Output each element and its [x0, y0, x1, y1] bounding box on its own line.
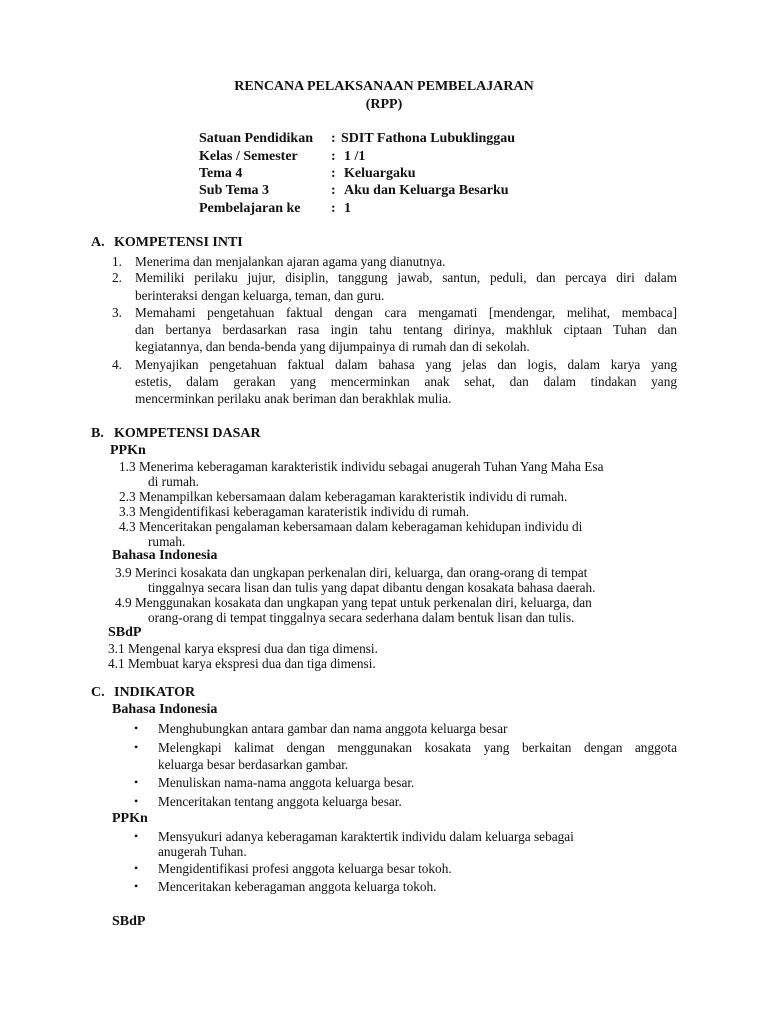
- bullet-dot-icon: •: [134, 829, 139, 843]
- indicator-line: keluarga besar berdasarkan gambar.: [158, 757, 349, 772]
- kd-line: 4.9 Menggunakan kosakata dan ungkapan yang tepat untuk perkenalan diri, keluarga, dan: [115, 595, 592, 610]
- kd-line: 3.1 Mengenal karya ekspresi dua dan tiga dimensi.: [108, 641, 378, 656]
- ind-subject-label-sbdp: SBdP: [112, 914, 146, 929]
- kd-line: rumah.: [148, 534, 186, 549]
- document-subtitle: (RPP): [365, 97, 403, 112]
- ki-line: estetis, dalam gerakan yang mencerminkan anak sehat, dan dalam tindakan yang: [135, 374, 677, 389]
- ki-number: 4.: [112, 357, 122, 372]
- kd-line: 4.3 Menceritakan pengalaman kebersamaan dalam keberagaman kehidupan individu di: [119, 519, 583, 534]
- identity-label-kelas: Kelas / Semester: [199, 149, 298, 164]
- ki-line: dan bertanya berdasarkan rasa ingin tahu tentang dirinya, makhluk ciptaan Tuhan dan: [135, 322, 677, 337]
- indicator-line: Mensyukuri adanya keberagaman karaktertik individu dalam keluarga sebagai: [158, 829, 574, 844]
- ki-number: 2.: [112, 270, 122, 285]
- section-c-marker: C.: [91, 685, 105, 700]
- ind-subject-label-bahasa: Bahasa Indonesia: [112, 702, 218, 717]
- document-title: RENCANA PELAKSANAAN PEMBELAJARAN: [234, 79, 534, 94]
- indicator-line: Mengidentifikasi profesi anggota keluarga besar tokoh.: [158, 861, 452, 876]
- identity-sep: :: [331, 201, 336, 216]
- ki-line: Memahami pengetahuan faktual dengan cara mengamati [mendengar, melihat, membaca]: [135, 305, 677, 320]
- kd-line: 3.3 Mengidentifikasi keberagaman karateristik individu di rumah.: [119, 504, 470, 519]
- bullet-dot-icon: •: [134, 794, 139, 808]
- ki-number: 1.: [112, 254, 122, 269]
- identity-value-subtema: Aku dan Keluarga Besarku: [344, 183, 509, 198]
- identity-label-tema: Tema 4: [199, 166, 243, 181]
- kd-subject-label-ppkn: PPKn: [110, 443, 146, 458]
- ki-line: Menyajikan pengetahuan faktual dalam bahasa yang jelas dan logis, dalam karya yang: [135, 357, 677, 372]
- bullet-dot-icon: •: [134, 879, 139, 893]
- kd-line: orang-orang di tempat tinggalnya secara sederhana dalam bentuk lisan dan tulis.: [148, 610, 575, 625]
- identity-label-satuan: Satuan Pendidikan: [199, 131, 313, 146]
- kd-line: di rumah.: [148, 474, 199, 489]
- identity-sep: :: [331, 149, 336, 164]
- kd-line: 2.3 Menampilkan kebersamaan dalam keberagaman karakteristik individu di rumah.: [119, 489, 568, 504]
- kd-line: 3.9 Merinci kosakata dan ungkapan perkenalan diri, keluarga, dan orang-orang di tempat: [115, 565, 588, 580]
- bullet-dot-icon: •: [134, 721, 139, 735]
- identity-label-subtema: Sub Tema 3: [199, 183, 270, 198]
- ki-line: Menerima dan menjalankan ajaran agama yang dianutnya.: [135, 254, 446, 269]
- indicator-line: Menuliskan nama-nama anggota keluarga besar.: [158, 775, 415, 790]
- ki-line: mencerminkan perilaku anak beriman dan berakhlak mulia.: [135, 391, 452, 406]
- identity-sep: :: [331, 166, 336, 181]
- bullet-dot-icon: •: [134, 775, 139, 789]
- identity-label-pembelajaran: Pembelajaran ke: [199, 201, 301, 216]
- indicator-line: anugerah Tuhan.: [158, 844, 247, 859]
- section-a-marker: A.: [91, 235, 105, 250]
- ki-line: Memiliki perilaku jujur, disiplin, tanggung jawab, santun, peduli, dan percaya diri dalam: [135, 270, 677, 285]
- identity-value-satuan: SDIT Fathona Lubuklinggau: [341, 131, 516, 146]
- indicator-line: Menghubungkan antara gambar dan nama anggota keluarga besar: [158, 721, 508, 736]
- section-a-heading: KOMPETENSI INTI: [114, 235, 243, 250]
- kd-line: 4.1 Membuat karya ekspresi dua dan tiga dimensi.: [108, 656, 376, 671]
- ki-number: 3.: [112, 305, 122, 320]
- indicator-line: Menceritakan tentang anggota keluarga besar.: [158, 794, 402, 809]
- kd-line: tinggalnya secara lisan dan tulis yang dapat dibantu dengan kosakata bahasa daerah.: [148, 580, 596, 595]
- identity-value-pembelajaran: 1: [344, 201, 351, 216]
- identity-sep: :: [331, 131, 336, 146]
- kd-subject-label-bahasa: Bahasa Indonesia: [112, 548, 218, 563]
- identity-value-kelas: 1 /1: [344, 149, 366, 164]
- section-c-heading: INDIKATOR: [114, 685, 196, 700]
- ki-line: berinteraksi dengan keluarga, teman, dan guru.: [135, 288, 385, 303]
- kd-subject-label-sbdp: SBdP: [108, 625, 142, 640]
- bullet-dot-icon: •: [134, 740, 139, 754]
- indicator-line: Melengkapi kalimat dengan menggunakan kosakata yang berkaitan dengan anggota: [158, 740, 677, 755]
- bullet-dot-icon: •: [134, 861, 139, 875]
- indicator-line: Menceritakan keberagaman anggota keluarga tokoh.: [158, 879, 437, 894]
- section-b-marker: B.: [91, 426, 104, 441]
- section-b-heading: KOMPETENSI DASAR: [114, 426, 261, 441]
- ki-line: kegiatannya, dan benda-benda yang dijumpainya di rumah dan di sekolah.: [135, 339, 530, 354]
- ind-subject-label-ppkn: PPKn: [112, 811, 148, 826]
- kd-line: 1.3 Menerima keberagaman karakteristik individu sebagai anugerah Tuhan Yang Maha Esa: [119, 459, 604, 474]
- identity-value-tema: Keluargaku: [344, 166, 416, 181]
- identity-sep: :: [331, 183, 336, 198]
